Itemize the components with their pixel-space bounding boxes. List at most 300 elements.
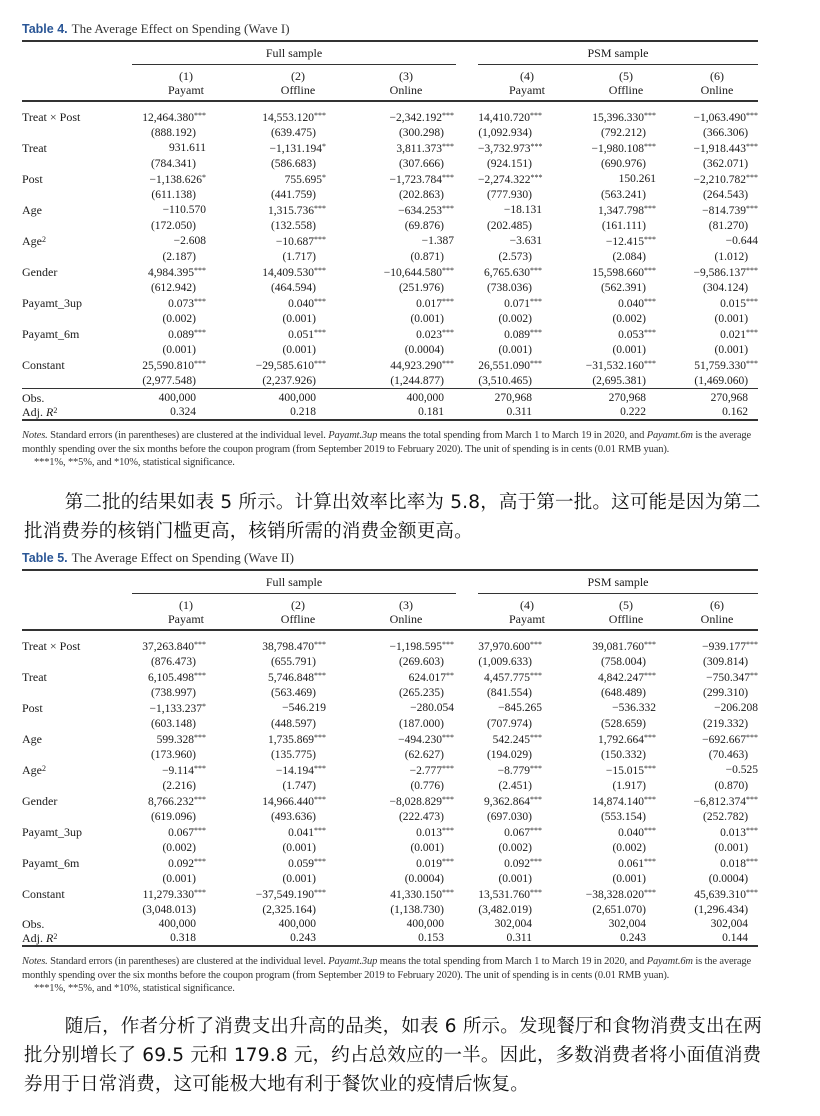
obs-cell <box>676 389 758 406</box>
coefficient-cell-value: 14,874.140 <box>592 796 644 808</box>
variable-label: Treat × Post <box>22 110 81 124</box>
coefficient-cell-value: −15.015 <box>605 765 644 777</box>
significance-stars: *** <box>314 359 326 368</box>
standard-error-cell-value: (0.002) <box>162 312 196 325</box>
table-5-title: The Average Effect on Spending (Wave II) <box>71 550 294 565</box>
notes-text: is the average monthly spending over the six months before the coupon program (from September 2019 to February 2020). The unit of spending is in cents (0.01 RMB yuan). <box>22 956 751 981</box>
coefficient-cell <box>356 630 456 655</box>
standard-error-cell <box>478 810 576 825</box>
obs-cell-value: 400,000 <box>406 392 444 404</box>
coefficient-cell <box>132 357 240 374</box>
standard-error-row <box>22 343 758 358</box>
coefficient-cell-value: −10.687 <box>275 236 314 248</box>
standard-error-cell-value: (1.747) <box>282 779 316 792</box>
adj-r2-cell <box>478 931 576 946</box>
blank-cell <box>22 281 132 296</box>
coefficient-cell <box>676 264 758 281</box>
coefficient-row <box>22 793 758 810</box>
coefficient-cell-value: 0.051 <box>288 329 314 341</box>
variable-label: Constant <box>22 358 65 372</box>
significance-stars: *** <box>746 359 759 368</box>
significance-stars: *** <box>530 297 542 306</box>
significance-stars: *** <box>314 328 326 337</box>
coefficient-cell <box>576 700 676 717</box>
coefficient-cell <box>576 793 676 810</box>
coefficient-cell-value: 0.067 <box>504 827 530 839</box>
coefficient-cell-value: 1,792.664 <box>598 734 644 746</box>
obs-cell-value: 270,968 <box>608 392 646 404</box>
column-number: (6) <box>710 598 725 612</box>
group-header-row <box>22 570 758 594</box>
adj-r2-cell <box>132 405 240 420</box>
significance-stars: *** <box>314 111 326 120</box>
significance-stars: *** <box>746 795 759 804</box>
coefficient-cell <box>576 886 676 903</box>
coefficient-cell <box>576 326 676 343</box>
coefficient-row <box>22 630 758 655</box>
coefficient-cell <box>240 202 356 219</box>
standard-error-cell <box>576 748 676 763</box>
coefficient-cell-value: −31,532.160 <box>585 360 644 372</box>
standard-error-cell-value: (1,469.060) <box>694 374 749 387</box>
standard-error-cell-value: (0.001) <box>162 343 196 356</box>
blank-cell <box>22 655 132 670</box>
standard-error-cell <box>676 126 758 141</box>
blank-cell <box>456 389 478 406</box>
coefficient-cell-value: −0.644 <box>725 235 759 247</box>
standard-error-cell-value: (1.717) <box>282 250 316 263</box>
coefficient-cell-value: 11,279.330 <box>142 889 194 901</box>
standard-error-cell-value: (0.002) <box>162 841 196 854</box>
coefficient-cell <box>240 700 356 717</box>
table-5-grid <box>22 569 758 947</box>
coefficient-cell <box>356 700 456 717</box>
blank-cell <box>456 312 478 327</box>
paragraph-2 <box>24 1012 774 1099</box>
significance-stars: *** <box>314 640 326 649</box>
standard-error-cell-value: (0.871) <box>410 250 444 263</box>
standard-error-cell <box>132 188 240 203</box>
standard-error-cell-value: (0.002) <box>612 312 646 325</box>
coefficient-cell <box>240 357 356 374</box>
blank-cell <box>22 810 132 825</box>
standard-error-cell <box>676 312 758 327</box>
group-full-sample: Full sample <box>132 570 456 594</box>
standard-error-cell-value: (0.001) <box>410 312 444 325</box>
coefficient-cell <box>132 855 240 872</box>
coefficient-cell-value: −2,274.322 <box>478 174 531 186</box>
significance-stars: *** <box>644 795 656 804</box>
coefficient-cell-value: 0.040 <box>618 827 644 839</box>
standard-error-cell <box>576 250 676 265</box>
variable-label: Age <box>22 732 42 746</box>
standard-error-cell <box>132 779 240 794</box>
significance-stars: ** <box>750 671 759 680</box>
coefficient-cell <box>676 824 758 841</box>
significance-stars: *** <box>746 173 759 182</box>
coefficient-cell-value: 39,081.760 <box>592 641 644 653</box>
coefficient-cell <box>240 233 356 250</box>
standard-error-cell-value: (0.001) <box>282 312 316 325</box>
standard-error-cell <box>240 188 356 203</box>
variable-name <box>22 171 132 188</box>
blank-cell <box>22 570 132 594</box>
coefficient-row <box>22 357 758 374</box>
significance-stars: *** <box>644 142 656 151</box>
coefficient-cell <box>240 886 356 903</box>
coefficient-cell-value: −1,133.237 <box>149 703 202 715</box>
standard-error-cell <box>240 810 356 825</box>
standard-error-cell <box>132 126 240 141</box>
standard-error-cell <box>240 686 356 701</box>
blank-cell <box>22 343 132 358</box>
coefficient-cell-value: 13,531.760 <box>478 889 530 901</box>
significance-stars: *** <box>194 297 206 306</box>
standard-error-cell-value: (194.029) <box>486 748 532 761</box>
standard-error-cell-value: (251.976) <box>398 281 444 294</box>
coefficient-cell-value: 0.067 <box>168 827 194 839</box>
standard-error-cell-value: (1,244.877) <box>390 374 444 387</box>
standard-error-cell-value: (0.001) <box>410 841 444 854</box>
significance-stars: *** <box>746 297 759 306</box>
standard-error-cell-value: (0.001) <box>612 343 646 356</box>
significance-stars: *** <box>644 640 656 649</box>
variable-label: Age <box>22 763 42 777</box>
standard-error-cell <box>240 655 356 670</box>
coefficient-cell-value: −3.631 <box>509 235 542 247</box>
standard-error-cell-value: (563.241) <box>600 188 646 201</box>
coefficient-row <box>22 886 758 903</box>
coefficient-cell-value: 4,984.395 <box>148 267 194 279</box>
standard-error-cell <box>240 157 356 172</box>
adj-r2-row <box>22 405 758 420</box>
standard-error-cell-value: (70.463) <box>708 748 749 761</box>
coefficient-cell <box>356 357 456 374</box>
coefficient-cell <box>356 824 456 841</box>
coefficient-cell-value: −1,918.443 <box>693 143 747 155</box>
notes-var: Payamt.6m <box>646 956 693 967</box>
standard-error-cell <box>676 157 758 172</box>
standard-error-cell <box>576 717 676 732</box>
standard-error-cell-value: (876.473) <box>150 655 196 668</box>
coefficient-cell-value: 15,598.660 <box>592 267 644 279</box>
standard-error-cell <box>478 655 576 670</box>
coefficient-cell <box>478 669 576 686</box>
coefficient-cell-value: −1,131.194 <box>269 143 322 155</box>
standard-error-row <box>22 748 758 763</box>
significance-stars: *** <box>442 142 454 151</box>
standard-error-cell-value: (2,237.926) <box>262 374 316 387</box>
standard-error-cell-value: (448.597) <box>270 717 316 730</box>
standard-error-cell-value: (0.0004) <box>404 343 444 356</box>
variable-label: Payamt_6m <box>22 327 80 341</box>
standard-error-cell <box>240 872 356 887</box>
standard-error-cell-value: (307.666) <box>398 157 444 170</box>
significance-stars: *** <box>644 359 656 368</box>
standard-error-cell <box>240 281 356 296</box>
standard-error-row <box>22 686 758 701</box>
coefficient-cell <box>132 731 240 748</box>
blank-cell <box>456 233 478 250</box>
variable-name <box>22 824 132 841</box>
blank-cell <box>456 762 478 779</box>
column-number: (5) <box>619 598 633 612</box>
variable-label: Age <box>22 234 42 248</box>
variable-label: Post <box>22 701 43 715</box>
column-number: (3) <box>399 598 413 612</box>
adj-r2-cell <box>478 405 576 420</box>
coefficient-cell-value: 542.245 <box>492 734 530 746</box>
obs-cell <box>478 389 576 406</box>
standard-error-cell-value: (0.001) <box>282 343 316 356</box>
adj-r2-cell-value: 0.311 <box>506 406 532 418</box>
significance-stars: *** <box>644 826 656 835</box>
column-header-6 <box>676 594 758 631</box>
standard-error-cell-value: (553.154) <box>600 810 646 823</box>
coefficient-cell-value: 1,735.869 <box>268 734 314 746</box>
blank-cell <box>22 65 132 102</box>
coefficient-cell <box>240 630 356 655</box>
coefficient-cell-value: −1,723.784 <box>389 174 442 186</box>
notes-prefix: Notes. <box>22 956 48 967</box>
variable-superscript: 2 <box>42 764 46 773</box>
standard-error-cell-value: (603.148) <box>150 717 196 730</box>
coefficient-cell <box>676 140 758 157</box>
significance-stars: *** <box>442 640 454 649</box>
coefficient-cell <box>132 171 240 188</box>
coefficient-cell <box>478 762 576 779</box>
standard-error-cell <box>576 312 676 327</box>
standard-error-cell <box>356 374 456 389</box>
coefficient-row <box>22 855 758 872</box>
significance-stars: *** <box>314 795 326 804</box>
blank-cell <box>456 374 478 389</box>
standard-error-cell <box>132 343 240 358</box>
coefficient-cell-value: 0.041 <box>288 827 314 839</box>
standard-error-cell-value: (219.332) <box>702 717 749 730</box>
variable-name <box>22 101 132 126</box>
standard-error-cell-value: (648.489) <box>600 686 646 699</box>
standard-error-cell <box>676 810 758 825</box>
standard-error-cell <box>676 655 758 670</box>
significance-stars: *** <box>644 297 656 306</box>
coefficient-cell-value: 0.092 <box>168 858 194 870</box>
significance-stars: *** <box>530 795 542 804</box>
adj-r2-label <box>22 931 132 946</box>
standard-error-cell-value: (639.475) <box>270 126 316 139</box>
coefficient-cell-value: 8,766.232 <box>148 796 194 808</box>
adj-r2-cell-value: 0.324 <box>170 406 196 418</box>
blank-cell <box>22 374 132 389</box>
coefficient-cell <box>576 202 676 219</box>
coefficient-cell <box>676 233 758 250</box>
coefficient-cell-value: −8.779 <box>497 765 530 777</box>
variable-name <box>22 295 132 312</box>
standard-error-row <box>22 374 758 389</box>
variable-label: Post <box>22 172 43 186</box>
standard-error-cell-value: (202.863) <box>398 188 444 201</box>
standard-error-cell <box>356 343 456 358</box>
significance-stars: *** <box>194 733 206 742</box>
variable-name <box>22 140 132 157</box>
coefficient-cell <box>240 855 356 872</box>
significance-stars: *** <box>442 297 454 306</box>
coefficient-row <box>22 824 758 841</box>
coefficient-cell <box>576 101 676 126</box>
standard-error-cell-value: (309.814) <box>702 655 749 668</box>
notes-text: means the total spending from March 1 to March 19 in 2020, and <box>377 956 647 967</box>
blank-cell <box>456 841 478 856</box>
standard-error-cell-value: (924.151) <box>486 157 532 170</box>
standard-error-row <box>22 250 758 265</box>
obs-cell-value: 400,000 <box>278 392 316 404</box>
coefficient-cell <box>240 669 356 686</box>
standard-error-cell-value: (252.782) <box>702 810 749 823</box>
standard-error-cell-value: (2,977.548) <box>142 374 196 387</box>
standard-error-cell-value: (304.124) <box>702 281 749 294</box>
blank-cell <box>456 717 478 732</box>
coefficient-cell-value: −845.265 <box>498 702 542 714</box>
coefficient-row <box>22 233 758 250</box>
variable-label: Gender <box>22 265 58 279</box>
blank-cell <box>22 312 132 327</box>
standard-error-cell <box>478 157 576 172</box>
adj-r2-cell <box>576 405 676 420</box>
standard-error-cell-value: (135.775) <box>270 748 316 761</box>
standard-error-cell-value: (707.974) <box>486 717 532 730</box>
standard-error-cell <box>676 219 758 234</box>
coefficient-cell <box>240 140 356 157</box>
coefficient-cell <box>676 630 758 655</box>
blank-cell <box>456 202 478 219</box>
significance-stars: *** <box>746 857 759 866</box>
obs-cell <box>478 917 576 931</box>
standard-error-cell-value: (161.111) <box>601 219 646 232</box>
significance-stars: *** <box>442 266 454 275</box>
blank-cell <box>22 41 132 65</box>
coefficient-cell <box>576 264 676 281</box>
blank-cell <box>22 157 132 172</box>
standard-error-cell-value: (222.473) <box>398 810 444 823</box>
standard-error-cell-value: (300.298) <box>398 126 444 139</box>
standard-error-cell-value: (2,651.070) <box>592 903 646 916</box>
blank-cell <box>456 264 478 281</box>
standard-error-cell-value: (150.332) <box>600 748 646 761</box>
coefficient-cell <box>478 731 576 748</box>
coefficient-cell <box>576 824 676 841</box>
obs-cell <box>240 389 356 406</box>
column-name: Payamt <box>509 83 545 97</box>
coefficient-cell-value: −280.054 <box>410 702 454 714</box>
variable-name <box>22 762 132 779</box>
standard-error-cell <box>478 686 576 701</box>
coefficient-cell <box>676 295 758 312</box>
blank-cell <box>456 655 478 670</box>
column-header-2 <box>240 65 356 102</box>
standard-error-cell-value: (366.306) <box>702 126 749 139</box>
significance-stars: *** <box>194 826 206 835</box>
significance-stars: *** <box>530 328 542 337</box>
column-header-6 <box>676 65 758 102</box>
significance-stars: *** <box>644 111 656 120</box>
standard-error-cell-value: (0.001) <box>714 312 749 325</box>
significance-stars: *** <box>314 826 326 835</box>
significance-stars: *** <box>746 111 759 120</box>
coefficient-cell-value: 931.611 <box>169 142 206 154</box>
standard-error-cell <box>676 686 758 701</box>
standard-error-cell <box>676 748 758 763</box>
adj-r2-cell <box>676 405 758 420</box>
standard-error-cell <box>356 126 456 141</box>
significance-stars: *** <box>314 266 326 275</box>
variable-name <box>22 793 132 810</box>
standard-error-cell-value: (777.930) <box>486 188 532 201</box>
column-number: (3) <box>399 69 413 83</box>
coefficient-row <box>22 762 758 779</box>
coefficient-cell-value: −12.415 <box>605 236 644 248</box>
coefficient-cell <box>356 731 456 748</box>
standard-error-cell-value: (202.485) <box>486 219 532 232</box>
coefficient-cell-value: 0.092 <box>504 858 530 870</box>
blank-cell <box>456 405 478 420</box>
significance-stars: *** <box>746 640 759 649</box>
adj-r2-cell <box>240 931 356 946</box>
obs-cell-value: 400,000 <box>158 392 196 404</box>
coefficient-cell-value: −18.131 <box>503 204 542 216</box>
significance-stars: *** <box>746 328 759 337</box>
standard-error-cell <box>576 343 676 358</box>
coefficient-cell-value: 0.089 <box>168 329 194 341</box>
standard-error-cell-value: (738.997) <box>150 686 196 699</box>
adj-r2-cell <box>676 931 758 946</box>
column-name: Payamt <box>168 83 204 97</box>
standard-error-cell-value: (0.001) <box>162 872 196 885</box>
coefficient-cell <box>356 101 456 126</box>
r-label: R <box>46 931 54 945</box>
standard-error-cell-value: (3,048.013) <box>142 903 196 916</box>
coefficient-cell-value: 0.040 <box>288 298 314 310</box>
adj-r2-cell <box>132 931 240 946</box>
blank-cell <box>456 917 478 931</box>
standard-error-cell-value: (528.659) <box>600 717 646 730</box>
coefficient-cell-value: 14,553.120 <box>262 112 314 124</box>
blank-cell <box>456 126 478 141</box>
coefficient-cell-value: −1,138.626 <box>149 174 202 186</box>
standard-error-cell-value: (0.002) <box>612 841 646 854</box>
standard-error-cell <box>356 903 456 918</box>
standard-error-cell <box>676 250 758 265</box>
standard-error-cell-value: (0.002) <box>498 841 532 854</box>
coefficient-cell-value: −10,644.580 <box>383 267 442 279</box>
coefficient-cell-value: −38,328.020 <box>585 889 644 901</box>
coefficient-cell-value: 51,759.330 <box>694 360 747 372</box>
standard-error-cell <box>478 841 576 856</box>
blank-cell <box>22 841 132 856</box>
paragraph-1-text: 第二批的结果如表 5 所示。计算出效率比率为 5.8，高于第一批。这可能是因为第二批消费券的核销门槛更高，核销所需的消费金额更高。 <box>24 492 761 542</box>
coefficient-cell <box>240 824 356 841</box>
standard-error-cell <box>676 343 758 358</box>
standard-error-cell <box>132 374 240 389</box>
adj-r2-cell-value: 0.318 <box>170 932 196 944</box>
coefficient-cell-value: −9.114 <box>162 765 194 777</box>
blank-cell <box>456 669 478 686</box>
coefficient-cell <box>132 630 240 655</box>
significance-stars: *** <box>314 888 326 897</box>
standard-error-cell <box>356 686 456 701</box>
standard-error-cell <box>132 841 240 856</box>
coefficient-cell <box>478 886 576 903</box>
group-psm-sample: PSM sample <box>478 570 758 594</box>
